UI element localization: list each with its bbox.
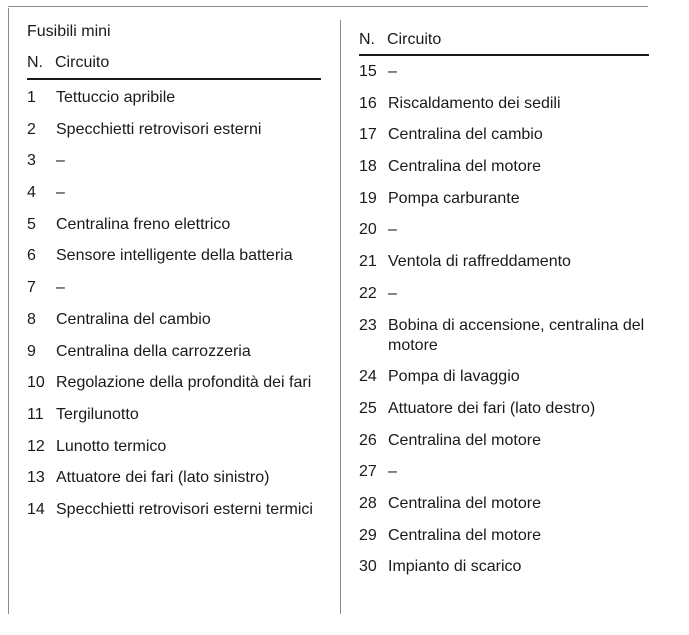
fuse-row: [27, 373, 323, 393]
header-rule: [359, 54, 649, 56]
fuse-row: [27, 88, 323, 108]
fuse-circuit: –: [388, 463, 397, 481]
fuse-circuit: –: [388, 63, 397, 80]
fuse-number: 18: [359, 158, 377, 176]
fuse-circuit: –: [56, 152, 65, 170]
fuse-number: 19: [359, 189, 377, 207]
fuse-row: [27, 151, 323, 171]
fuse-circuit: Attuatore dei fari (lato sinistro): [56, 469, 270, 487]
fuse-circuit: –: [56, 279, 65, 297]
fuse-circuit: Centralina della carrozzeria: [56, 342, 251, 360]
fuse-circuit: Impianto di scarico: [388, 558, 522, 576]
table-header: [359, 30, 441, 50]
fuse-circuit: –: [56, 184, 65, 202]
fuse-circuit: Lunotto termico: [56, 437, 167, 455]
fuse-row: [27, 500, 323, 520]
header-circuit: Circuito: [55, 54, 110, 71]
fuse-number: 2: [27, 120, 36, 138]
fuse-row: [359, 462, 651, 482]
fuse-row: [359, 284, 651, 304]
fuse-number: 6: [27, 247, 36, 265]
fuse-list-left: [27, 88, 323, 532]
fuse-number: 29: [359, 526, 377, 544]
fuse-row: [27, 278, 323, 298]
fuse-number: 1: [27, 89, 36, 106]
fuse-number: 30: [359, 558, 377, 576]
fuse-row: [27, 405, 323, 425]
fuse-number: 22: [359, 284, 377, 302]
fuse-row: [359, 316, 651, 356]
fuse-row: [359, 431, 651, 451]
fuse-row: [359, 367, 651, 387]
fuse-circuit: Centralina del motore: [388, 526, 541, 544]
fuse-row: [27, 437, 323, 457]
fuse-number: 5: [27, 215, 36, 233]
fuse-row: [359, 157, 651, 177]
fuse-number: 26: [359, 431, 377, 449]
fuse-number: 7: [27, 279, 36, 297]
top-border-rule: [8, 6, 648, 7]
fuse-number: 12: [27, 437, 45, 455]
fuse-number: 4: [27, 184, 36, 202]
fuse-row: [27, 183, 323, 203]
fuse-circuit: Specchietti retrovisori esterni termici: [56, 500, 313, 518]
fuse-list-right: [359, 62, 651, 589]
fuse-row: [359, 189, 651, 209]
fuse-number: 10: [27, 374, 45, 392]
fuse-row: [27, 468, 323, 488]
header-circuit: Circuito: [387, 31, 442, 48]
fuse-row: [27, 310, 323, 330]
fuse-number: 27: [359, 463, 377, 481]
header-number: N.: [27, 54, 43, 71]
fuse-row: [27, 215, 323, 235]
fuse-circuit: Centralina del cambio: [56, 310, 211, 328]
section-title: Fusibili mini: [27, 23, 111, 40]
fuse-number: 13: [27, 469, 45, 487]
fuse-circuit: Tettuccio apribile: [56, 89, 176, 106]
table-header: [27, 53, 109, 73]
fuse-circuit: Ventola di raffreddamento: [388, 253, 571, 271]
fuse-number: 3: [27, 152, 36, 170]
column-divider: [340, 20, 341, 614]
fuse-row: [27, 120, 323, 140]
fuse-number: 15: [359, 63, 377, 80]
fuse-circuit: Riscaldamento dei sedili: [388, 94, 561, 112]
fuse-circuit: Specchietti retrovisori esterni: [56, 120, 262, 138]
fuse-number: 16: [359, 94, 377, 112]
fuse-row: [359, 399, 651, 419]
header-number: N.: [359, 31, 375, 48]
fuse-number: 8: [27, 310, 36, 328]
fuse-row: [27, 246, 323, 266]
fuse-circuit: Centralina freno elettrico: [56, 215, 231, 233]
fuse-circuit: –: [388, 284, 397, 302]
left-column-border: [8, 8, 9, 614]
fuse-circuit: Centralina del cambio: [388, 126, 543, 144]
fuse-number: 17: [359, 126, 377, 144]
fuse-row: [359, 526, 651, 546]
fuse-row: [359, 62, 651, 82]
fuse-circuit: Sensore intelligente della batteria: [56, 247, 293, 265]
fuse-circuit: Centralina del motore: [388, 158, 541, 176]
fuse-circuit: Regolazione della profondità dei fari: [56, 374, 312, 392]
header-rule: [27, 78, 321, 80]
fuse-number: 20: [359, 221, 377, 239]
fuse-number: 28: [359, 494, 377, 512]
fuse-circuit: Tergilunotto: [56, 405, 139, 423]
fuse-number: 9: [27, 342, 36, 360]
fuse-row: [359, 494, 651, 514]
fuse-circuit: Bobina di accensione, centralina del motore: [388, 316, 645, 354]
fuse-circuit: Attuatore dei fari (lato destro): [388, 399, 596, 417]
fuse-circuit: –: [388, 221, 397, 239]
fuse-number: 21: [359, 253, 377, 271]
fuse-row: [359, 94, 651, 114]
fuse-number: 14: [27, 500, 45, 518]
fuse-number: 25: [359, 399, 377, 417]
fuse-row: [359, 252, 651, 272]
fuse-row: [27, 342, 323, 362]
fuse-number: 11: [27, 405, 44, 423]
fuse-row: [359, 125, 651, 145]
fuse-row: [359, 220, 651, 240]
fuse-circuit: Centralina del motore: [388, 494, 541, 512]
fuse-circuit: Pompa carburante: [388, 189, 520, 207]
fuse-circuit: Centralina del motore: [388, 431, 541, 449]
fuse-row: [359, 557, 651, 577]
fuse-number: 24: [359, 368, 377, 386]
fuse-circuit: Pompa di lavaggio: [388, 368, 520, 386]
fuse-number: 23: [359, 316, 377, 334]
